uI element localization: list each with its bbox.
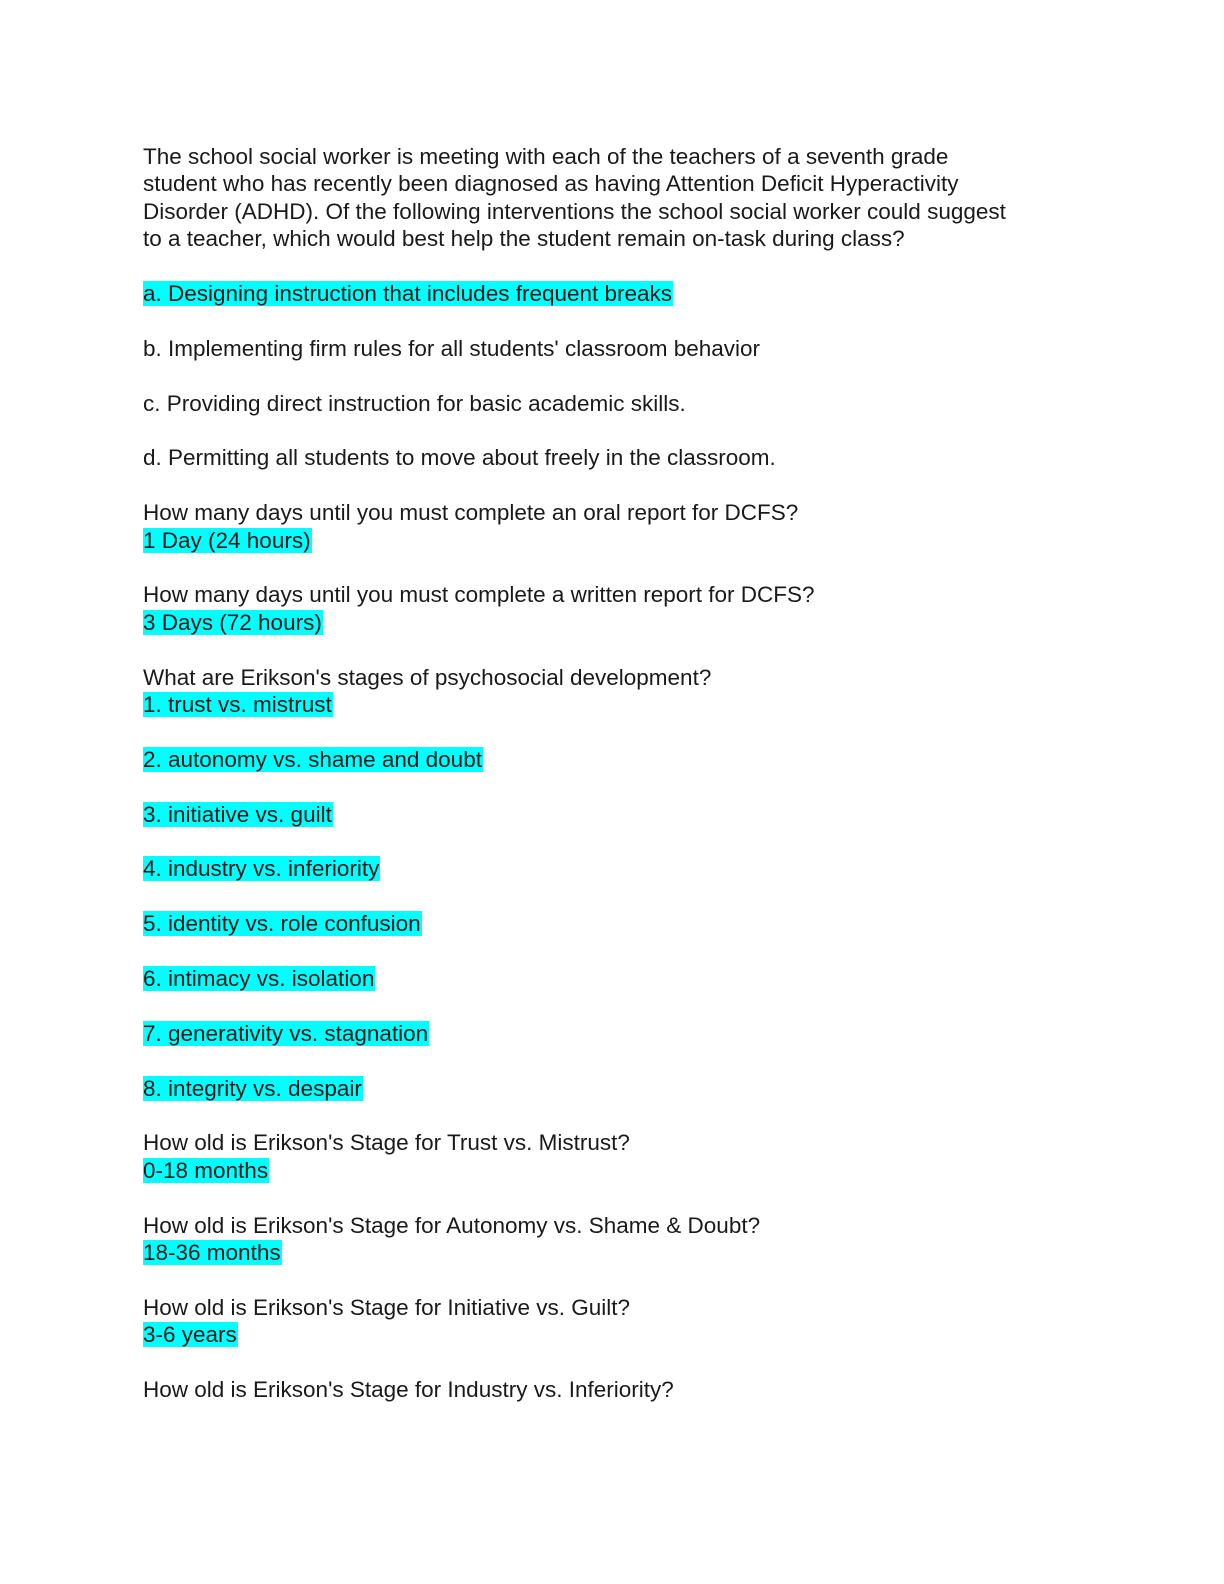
initiative-age-question: How old is Erikson's Stage for Initiative vs. Guilt?	[143, 1294, 630, 1320]
industry-age-question: How old is Erikson's Stage for Industry vs. Inferiority?	[143, 1377, 674, 1402]
document-page	[143, 143, 1073, 1403]
option-a-answer-highlighted: a. Designing instruction that includes frequent breaks	[143, 281, 673, 307]
trust-age-question: How old is Erikson's Stage for Trust vs. Mistrust?	[143, 1130, 630, 1156]
adhd-question-line-1: The school social worker is meeting with each of the teachers of a seventh grade	[143, 144, 949, 169]
option-c: c. Providing direct instruction for basic academic skills.	[143, 390, 686, 416]
autonomy-age-question: How old is Erikson's Stage for Autonomy vs. Shame & Doubt?	[143, 1212, 761, 1238]
erikson-stage-item: 3. initiative vs. guilt	[143, 801, 332, 827]
trust-age-answer: 0-18 months	[143, 1157, 269, 1183]
written-report-answer: 3 Days (72 hours)	[143, 609, 322, 635]
erikson-stage-item: 8. integrity vs. despair	[143, 1075, 362, 1101]
erikson-stages-question: What are Erikson's stages of psychosocial development?	[143, 664, 712, 690]
erikson-stage-item: 6. intimacy vs. isolation	[143, 966, 375, 991]
erikson-stage-item: 1. trust vs. mistrust	[143, 692, 332, 718]
erikson-stage-item: 5. identity vs. role confusion	[143, 911, 421, 937]
adhd-question-line-4: to a teacher, which would best help the student remain on-task during class?	[143, 226, 905, 252]
written-report-question: How many days until you must complete a written report for DCFS?	[143, 582, 815, 608]
autonomy-age-answer: 18-36 months	[143, 1240, 281, 1265]
option-b: b. Implementing firm rules for all students' classroom behavior	[143, 335, 761, 361]
initiative-age-answer: 3-6 years	[143, 1322, 237, 1348]
erikson-stage-item: 7. generativity vs. stagnation	[143, 1020, 429, 1046]
erikson-stage-item: 2. autonomy vs. shame and doubt	[143, 746, 482, 772]
adhd-question-line-3: Disorder (ADHD). Of the following interventions the school social worker could suggest	[143, 198, 1006, 224]
oral-report-answer: 1 Day (24 hours)	[143, 527, 311, 553]
option-d: d. Permitting all students to move about freely in the classroom.	[143, 445, 776, 471]
oral-report-question: How many days until you must complete an oral report for DCFS?	[143, 500, 799, 526]
adhd-question-line-2: student who has recently been diagnosed as having Attention Deficit Hyperactivity	[143, 171, 959, 197]
erikson-stage-item: 4. industry vs. inferiority	[143, 856, 380, 882]
